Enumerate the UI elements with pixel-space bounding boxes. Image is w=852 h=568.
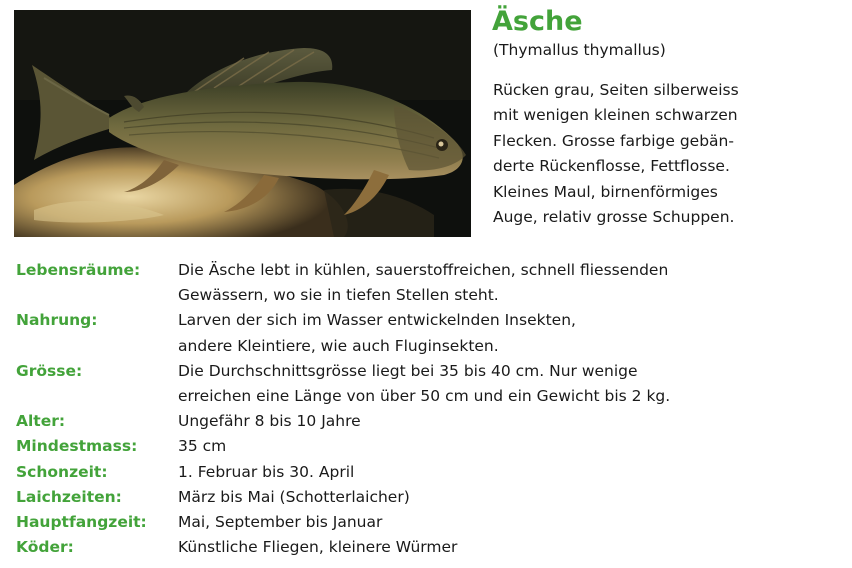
species-description (493, 78, 823, 230)
fact-label: Schonzeit: (16, 462, 108, 481)
fact-value-line: erreichen eine Länge von über 50 cm und ein Gewicht bis 2 kg. (178, 387, 671, 406)
latin-name: (Thymallus thymallus) (493, 41, 666, 59)
description-line: Auge, relativ grosse Schuppen. (493, 208, 735, 227)
fact-value (178, 258, 798, 308)
fact-value (178, 485, 798, 510)
page-title: Äsche (492, 6, 583, 37)
fact-minimum-size (16, 434, 836, 459)
fact-value-line: 1. Februar bis 30. April (178, 462, 355, 481)
fact-size (16, 359, 836, 409)
fact-value-line: Künstliche Fliegen, kleinere Würmer (178, 538, 458, 557)
fact-label: Nahrung: (16, 311, 98, 330)
fact-value-line: Die Äsche lebt in kühlen, sauerstoffreichen, schnell fliessenden (178, 261, 669, 279)
description-line: Rücken grau, Seiten silberweiss (493, 81, 739, 99)
fact-spawning-season (16, 485, 836, 510)
fish-photo (14, 10, 471, 237)
fact-label: Mindestmass: (16, 437, 138, 456)
description-line: derte Rückenflosse, Fettflosse. (493, 157, 730, 176)
grayling-fish-illustration (14, 10, 471, 237)
fact-value-line: andere Kleintiere, wie auch Fluginsekten. (178, 336, 499, 355)
fact-label: Grösse: (16, 361, 83, 380)
fact-value-line: Ungefähr 8 bis 10 Jahre (178, 412, 361, 431)
fact-value (178, 434, 798, 459)
fact-value-line: Larven der sich im Wasser entwickelnden Insekten, (178, 311, 576, 330)
fact-value (178, 409, 798, 434)
fact-closed-season (16, 460, 836, 485)
fact-bait (16, 535, 836, 560)
description-line: mit wenigen kleinen schwarzen (493, 106, 738, 125)
fact-food (16, 308, 836, 358)
fact-label: Lebensräume: (16, 261, 141, 279)
fact-value (178, 359, 798, 409)
fact-value-line: März bis Mai (Schotterlaicher) (178, 487, 410, 506)
description-line: Flecken. Grosse farbige gebän- (493, 131, 734, 150)
fact-value (178, 460, 798, 485)
fact-value (178, 510, 798, 535)
fact-age (16, 409, 836, 434)
fact-main-fishing-season (16, 510, 836, 535)
fact-label: Laichzeiten: (16, 487, 122, 506)
fact-value-line: Mai, September bis Januar (178, 513, 383, 532)
fact-habitat (16, 258, 836, 308)
fact-value (178, 308, 798, 358)
facts-list (16, 258, 836, 560)
fact-label: Köder: (16, 538, 74, 557)
fact-value-line: Gewässern, wo sie in tiefen Stellen steht. (178, 286, 499, 305)
description-line: Kleines Maul, birnenförmiges (493, 182, 718, 201)
fact-label: Alter: (16, 412, 66, 431)
fact-label: Hauptfangzeit: (16, 513, 147, 532)
fact-value (178, 535, 798, 560)
fact-value-line: 35 cm (178, 437, 227, 456)
fact-value-line: Die Durchschnittsgrösse liegt bei 35 bis 40 cm. Nur wenige (178, 361, 638, 380)
